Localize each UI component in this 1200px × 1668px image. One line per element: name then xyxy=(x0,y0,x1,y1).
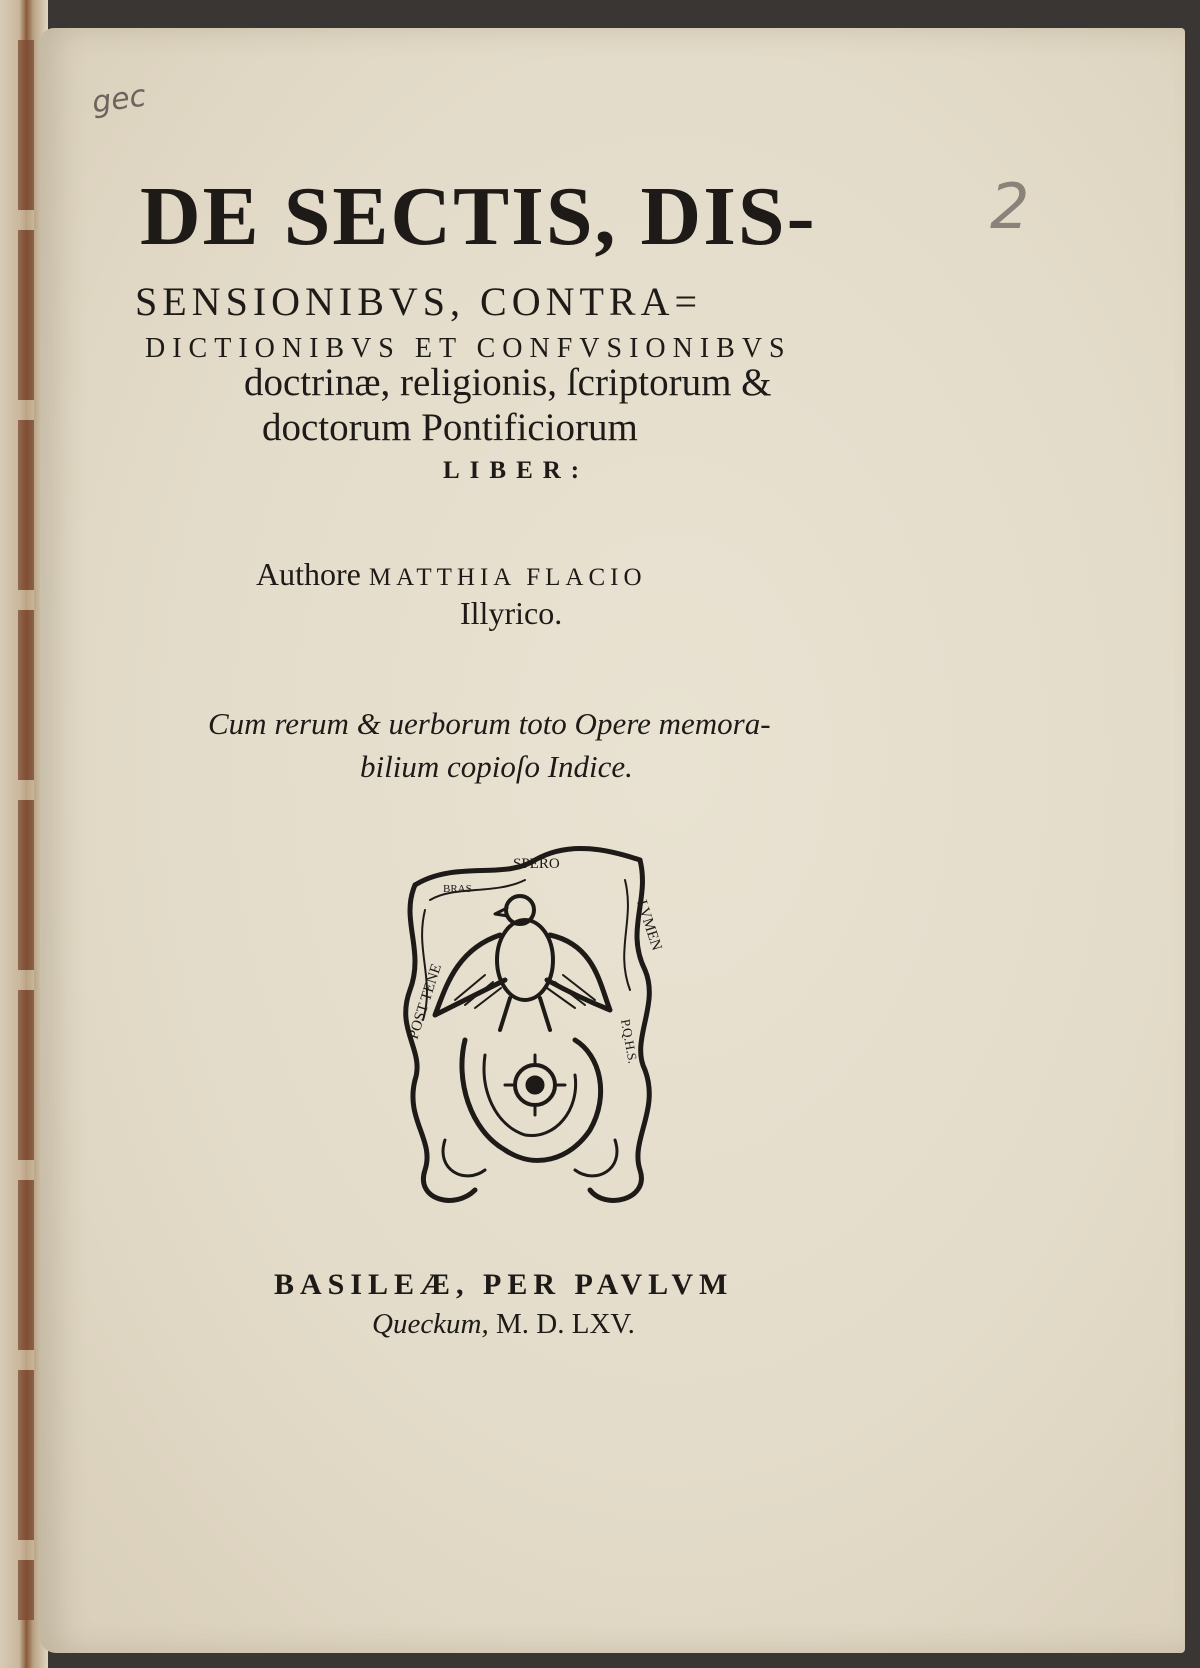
handwritten-note-gec: gec xyxy=(89,78,149,121)
title-line-4: doctrinæ, religionis, ſcriptorum & xyxy=(244,361,772,404)
imprint-year: M. D. LXV. xyxy=(496,1308,635,1340)
title-liber: LIBER: xyxy=(443,457,590,484)
imprint-line-1: BASILEÆ, PER PAVLVM xyxy=(274,1268,734,1301)
author-line-2: Illyrico. xyxy=(460,595,563,631)
author-line xyxy=(256,556,647,593)
handwritten-note-page-number: 2 xyxy=(990,170,1030,243)
author-prefix: Authore xyxy=(256,556,361,592)
printers-device-eagle-icon xyxy=(395,840,665,1220)
emblem-motto-right: LVMEN xyxy=(633,898,665,953)
index-note-line-2: bilium copioſo Indice. xyxy=(360,749,633,784)
index-note-line-1: Cum rerum & uerborum toto Opere memora- xyxy=(208,706,771,741)
imprint-line-2 xyxy=(372,1308,635,1341)
title-line-3: DICTIONIBVS ET CONFVSIONIBVS xyxy=(145,333,792,364)
title-line-2: SENSIONIBVS, CONTRA= xyxy=(135,279,703,324)
emblem-motto-left: POST TENE xyxy=(405,961,445,1042)
emblem-motto-bottom: P.Q.H.S. xyxy=(618,1017,641,1065)
author-name: MATTHIA FLACIO xyxy=(368,564,647,591)
title-line-1: DE SECTIS, DIS- xyxy=(140,170,817,263)
binding-bands xyxy=(18,40,34,1620)
title-line-5: doctorum Pontificiorum xyxy=(262,406,638,449)
printer-name: Queckum, xyxy=(372,1308,489,1340)
emblem-motto-top: SPERO xyxy=(513,856,560,872)
emblem-motto-small: BRAS xyxy=(443,883,472,895)
